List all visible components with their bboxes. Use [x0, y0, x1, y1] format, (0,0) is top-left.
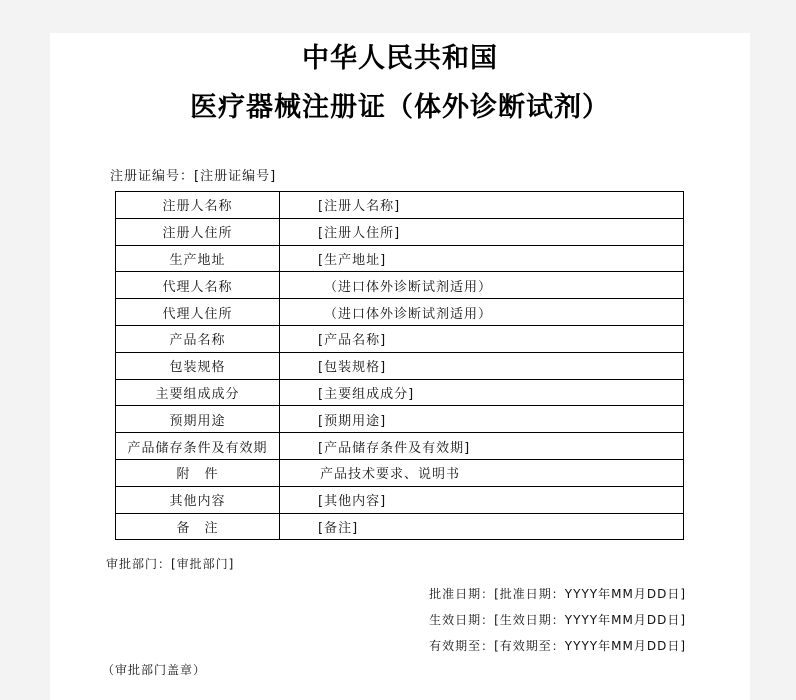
field-label: 包装规格	[116, 352, 280, 379]
approval-date: 批准日期：[批准日期：YYYY年MM月DD日]	[429, 587, 686, 601]
table-row	[116, 513, 684, 540]
table-row	[116, 352, 684, 379]
department-seal-note: （审批部门盖章）	[102, 663, 207, 677]
table-row	[116, 272, 684, 299]
field-label: 产品名称	[116, 325, 280, 352]
table-row	[116, 459, 684, 486]
table-row	[116, 299, 684, 326]
table-row	[116, 192, 684, 219]
table-row	[116, 245, 684, 272]
table-row	[116, 325, 684, 352]
approval-department: 审批部门：[审批部门]	[106, 557, 235, 571]
field-label: 注册人名称	[116, 192, 280, 219]
field-label: 其他内容	[116, 486, 280, 513]
document-title-country: 中华人民共和国	[302, 43, 498, 74]
field-value: [备注]	[280, 513, 684, 540]
table-row	[116, 433, 684, 460]
table-row	[116, 406, 684, 433]
field-label: 附 件	[116, 459, 280, 486]
field-value: [预期用途]	[280, 406, 684, 433]
field-value: 产品技术要求、说明书	[280, 459, 684, 486]
field-value: [产品储存条件及有效期]	[280, 433, 684, 460]
table-row	[116, 379, 684, 406]
field-label: 备 注	[116, 513, 280, 540]
field-label: 主要组成成分	[116, 379, 280, 406]
field-value: [包装规格]	[280, 352, 684, 379]
field-label: 预期用途	[116, 406, 280, 433]
table-row	[116, 486, 684, 513]
field-value: [生产地址]	[280, 245, 684, 272]
field-label: 注册人住所	[116, 218, 280, 245]
registration-number: 注册证编号：[注册证编号]	[110, 169, 277, 184]
field-value: [其他内容]	[280, 486, 684, 513]
field-label: 产品储存条件及有效期	[116, 433, 280, 460]
certificate-info-table	[115, 191, 684, 540]
field-value: [注册人住所]	[280, 218, 684, 245]
effective-date: 生效日期：[生效日期：YYYY年MM月DD日]	[429, 613, 686, 627]
document-title-certificate: 医疗器械注册证（体外诊断试剂）	[190, 92, 610, 123]
field-label: 代理人名称	[116, 272, 280, 299]
field-label: 生产地址	[116, 245, 280, 272]
field-value: [产品名称]	[280, 325, 684, 352]
field-value: [注册人名称]	[280, 192, 684, 219]
field-label: 代理人住所	[116, 299, 280, 326]
field-value: （进口体外诊断试剂适用）	[280, 272, 684, 299]
expiry-date: 有效期至：[有效期至：YYYY年MM月DD日]	[429, 639, 686, 653]
document-page	[50, 33, 750, 700]
field-value: （进口体外诊断试剂适用）	[280, 299, 684, 326]
table-row	[116, 218, 684, 245]
field-value: [主要组成成分]	[280, 379, 684, 406]
